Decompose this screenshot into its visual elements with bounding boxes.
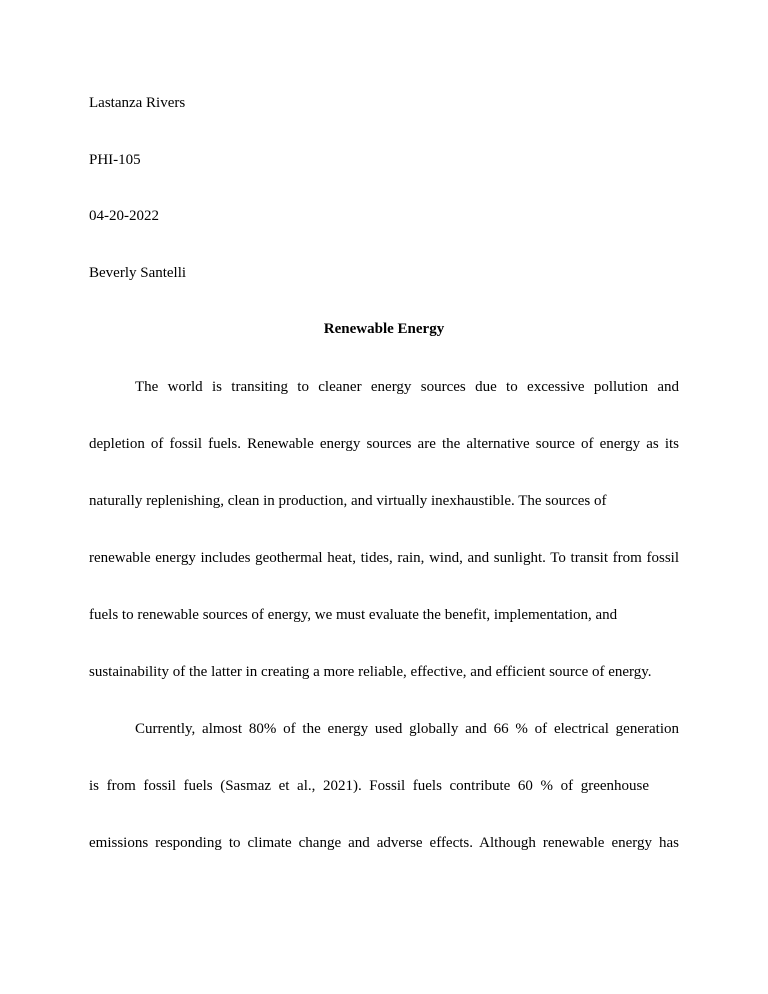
paragraph-2-line-2: is from fossil fuels (Sasmaz et al., 2021). Fossil fuels contribute 60 % of greenhouse: [89, 778, 649, 794]
paragraph-1-line-6: sustainability of the latter in creating a more reliable, effective, and efficient source of energy.: [89, 664, 652, 680]
paragraph-1-line-3: naturally replenishing, clean in production, and virtually inexhaustible. The sources of: [89, 493, 607, 509]
paragraph-2-line-3: emissions responding to climate change and adverse effects. Although renewable energy has: [89, 835, 679, 851]
paragraph-2-line-1: Currently, almost 80% of the energy used globally and 66 % of electrical generation: [135, 721, 679, 737]
essay-title: Renewable Energy: [323, 321, 445, 337]
paragraph-1-line-5: fuels to renewable sources of energy, we must evaluate the benefit, implementation, and: [89, 607, 618, 623]
paragraph-1-line-4: renewable energy includes geothermal heat, tides, rain, wind, and sunlight. To transit from fossil: [89, 550, 679, 566]
instructor-name: Beverly Santelli: [89, 265, 187, 281]
author-name: Lastanza Rivers: [89, 95, 186, 111]
paragraph-1-line-1: The world is transiting to cleaner energy sources due to excessive pollution and: [135, 379, 679, 395]
paragraph-1-line-2: depletion of fossil fuels. Renewable energy sources are the alternative source of energy as its: [89, 436, 679, 452]
course-code: PHI-105: [89, 152, 141, 168]
submission-date: 04-20-2022: [89, 208, 159, 224]
